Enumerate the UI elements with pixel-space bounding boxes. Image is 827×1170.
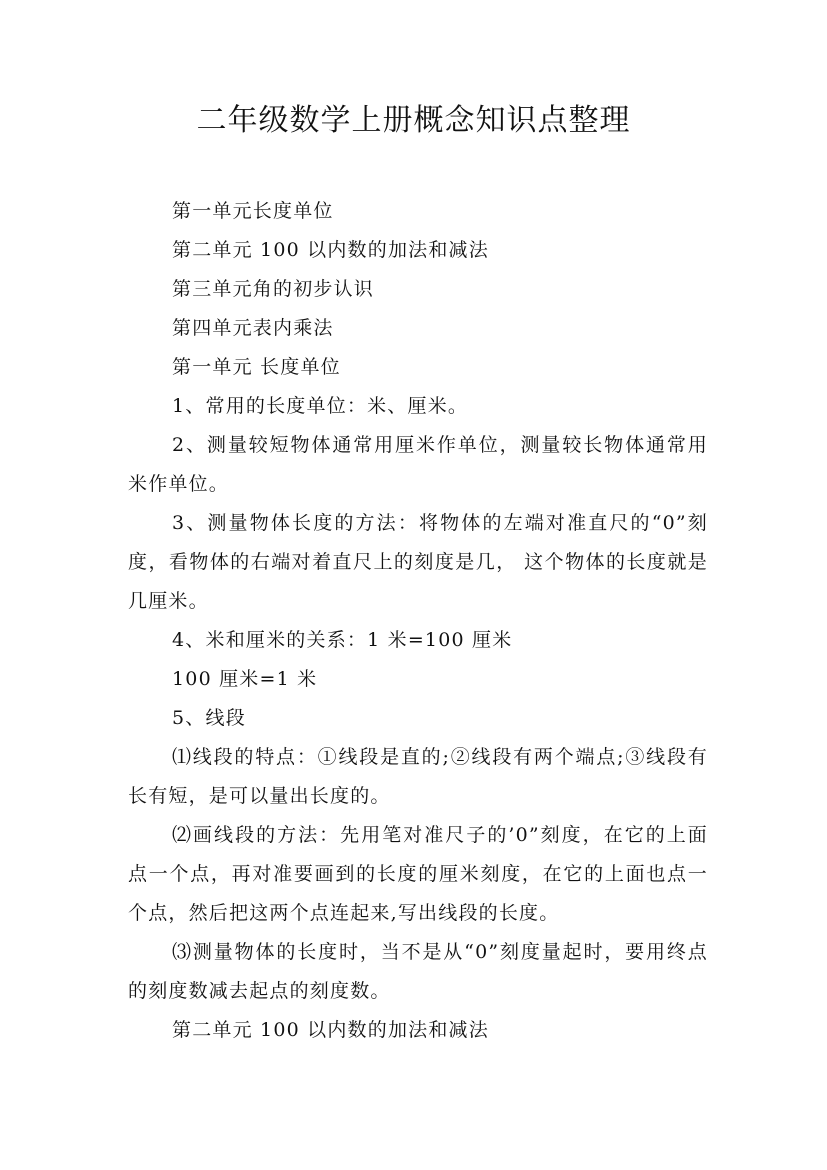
paragraph: ⑶测量物体的长度时，当不是从“0”刻度量起时，要用终点的刻度数减去起点的刻度数。 (128, 941, 708, 1002)
paragraph: 第二单元 100 以内数的加法和减法 (172, 239, 489, 261)
document-body (128, 192, 708, 1050)
paragraph: 第一单元长度单位 (172, 200, 334, 222)
paragraph: 100 厘米=1 米 (172, 668, 318, 690)
paragraph: 第四单元表内乘法 (172, 317, 334, 339)
paragraph: ⑴线段的特点：①线段是直的;②线段有两个端点;③线段有长有短，是可以量出长度的。 (128, 746, 708, 807)
paragraph: ⑵画线段的方法：先用笔对准尺子的’0”刻度，在它的上面点一个点，再对准要画到的长度的厘米刻度，在它的上面也点一个点，然后把这两个点连起来,写出线段的长度。 (128, 824, 708, 924)
paragraph: 3、测量物体长度的方法：将物体的左端对准直尺的“0”刻度，看物体的右端对着直尺上的刻度是几， 这个物体的长度就是几厘米。 (128, 512, 708, 612)
paragraph: 4、米和厘米的关系：1 米=100 厘米 (172, 629, 513, 651)
paragraph: 1、常用的长度单位：米、厘米。 (172, 395, 469, 417)
paragraph: 2、测量较短物体通常用厘米作单位，测量较长物体通常用米作单位。 (128, 434, 708, 495)
paragraph: 第一单元 长度单位 (172, 356, 341, 378)
paragraph: 第二单元 100 以内数的加法和减法 (172, 1019, 489, 1041)
paragraph: 5、线段 (172, 707, 246, 729)
paragraph: 第三单元角的初步认识 (172, 278, 375, 300)
document-title: 二年级数学上册概念知识点整理 (196, 103, 631, 138)
